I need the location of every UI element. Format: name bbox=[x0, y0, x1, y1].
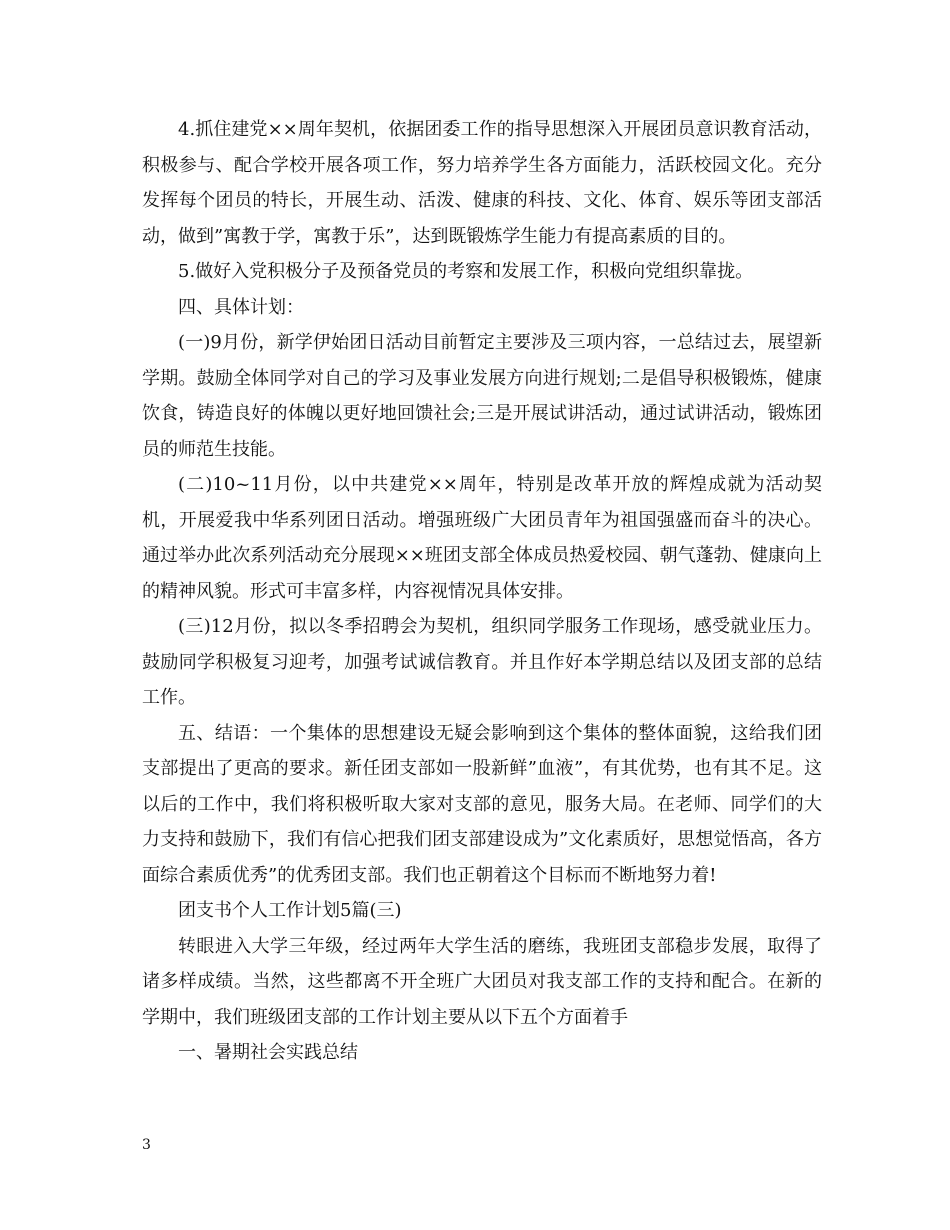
paragraph-intro: 转眼进入大学三年级，经过两年大学生活的磨练，我班团支部稳步发展，取得了诸多样成绩。当然，这些都离不开全班广大团员对我支部工作的支持和配合。在新的学期中，我们班级团支部的工作计划主要从以下五个方面着手 bbox=[142, 935, 822, 1028]
paragraph-point-4: 4.抓住建党××周年契机，依据团委工作的指导思想深入开展团员意识教育活动，积极参与、配合学校开展各项工作，努力培养学生各方面能力，活跃校园文化。充分发挥每个团员的特长，开展生动、活泼、健康的科技、文化、体育、娱乐等团支部活动，做到”寓教于学，寓教于乐”，达到既锻炼学生能力有提高素质的目的。 bbox=[142, 119, 822, 247]
paragraph-conclusion: 五、结语：一个集体的思想建设无疑会影响到这个集体的整体面貌，这给我们团支部提出了更高的要求。新任团支部如一股新鲜”血液”，有其优势，也有其不足。这以后的工作中，我们将积极听取大家对支部的意见，服务大局。在老师、同学们的大力支持和鼓励下，我们有信心把我们团支部建设成为”文化素质好，思想觉悟高，各方面综合素质优秀”的优秀团支部。我们也正朝着这个目标而不断地努力着! bbox=[142, 722, 822, 886]
article-title: 团支书个人工作计划5篇(三) bbox=[178, 900, 402, 921]
paragraph-point-5: 5.做好入党积极分子及预备党员的考察和发展工作，积极向党组织靠拢。 bbox=[178, 261, 754, 282]
paragraph-plan-september: (一)9月份，新学伊始团日活动目前暂定主要涉及三项内容，一总结过去，展望新学期。鼓励全体同学对自己的学习及事业发展方向进行规划;二是倡导积极锻炼，健康饮食，铸造良好的体魄以更好地回馈社会;三是开展试讲活动，通过试讲活动，锻炼团员的师范生技能。 bbox=[142, 332, 822, 460]
section-heading-summer: 一、暑期社会实践总结 bbox=[178, 1042, 358, 1063]
document-body bbox=[142, 112, 822, 1071]
paragraph-plan-december: (三)12月份，拟以冬季招聘会为契机，组织同学服务工作现场，感受就业压力。鼓励同学积极复习迎考，加强考试诚信教育。并且作好本学期总结以及团支部的总结工作。 bbox=[142, 616, 822, 708]
paragraph-plan-october-november: (二)10~11月份，以中共建党××周年，特别是改革开放的辉煌成就为活动契机，开展爱我中华系列团日活动。增强班级广大团员青年为祖国强盛而奋斗的决心。通过举办此次系列活动充分展现××班团支部全体成员热爱校园、朝气蓬勃、健康向上的精神风貌。形式可丰富多样，内容视情况具体安排。 bbox=[142, 474, 822, 602]
page-number: 3 bbox=[142, 1137, 151, 1153]
section-heading-plan: 四、具体计划： bbox=[178, 296, 304, 318]
